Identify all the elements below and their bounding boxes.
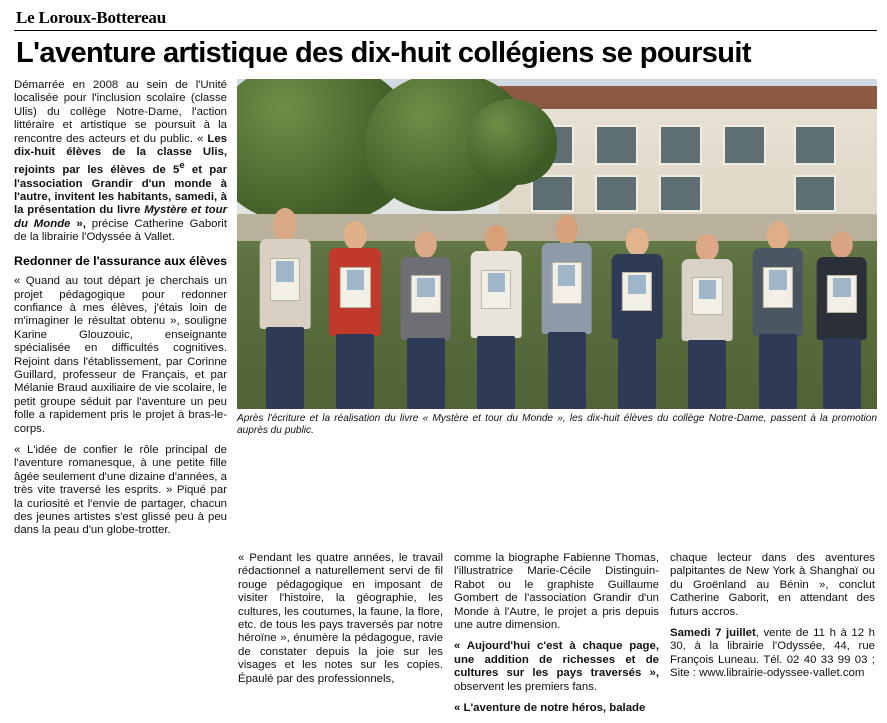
photo-student bbox=[531, 211, 601, 409]
bottom-col1-paragraph: « Pendant les quatre années, le travail rédactionnel a naturellement servi de fil rouge pédagogique en imposant de visiter l'histoire, la géographie, les cultures, les coutumes, la faune, la flore, etc. de tous les pays traversés par notre héroïne », énumère la pédagogue, ravie de constater depuis la joie sur les visages et les notes sur les copies. Épaulé par des professionnels, bbox=[238, 551, 443, 685]
student-legs bbox=[759, 334, 797, 409]
lede-bold-1: Les dix-huit élèves de la classe Ulis, rejoints par les élèves de 5 bbox=[14, 132, 227, 177]
top-section bbox=[14, 79, 877, 546]
photo-roof bbox=[499, 86, 877, 109]
lede-text-start: Démarrée en 2008 au sein de l'Unité localisée pour l'inclusion scolaire (classe Ulis) du collège Notre-Dame, l'action littéraire et artistique se poursuit à la rencontre des acteurs et du public. « bbox=[14, 79, 227, 145]
bottom-col2-quote-bold-2: « L'aventure de notre héros, balade bbox=[454, 701, 646, 714]
photo-block bbox=[237, 79, 877, 436]
student-legs bbox=[688, 340, 726, 409]
photo-student bbox=[250, 204, 320, 409]
student-legs bbox=[823, 338, 861, 409]
student-head bbox=[415, 231, 438, 258]
kicker-divider bbox=[14, 30, 877, 31]
photo-student bbox=[672, 231, 742, 409]
student-head bbox=[696, 234, 719, 261]
photo-student bbox=[391, 228, 461, 410]
bottom-column-3 bbox=[670, 552, 875, 723]
student-legs bbox=[407, 338, 445, 409]
student-book bbox=[481, 270, 511, 310]
photo-window bbox=[659, 175, 701, 212]
article-headline: L'aventure artistique des dix-huit collégiens se poursuit bbox=[16, 37, 751, 69]
bottom-spacer-column bbox=[14, 552, 227, 723]
student-book bbox=[827, 275, 857, 313]
photo-tree bbox=[467, 99, 557, 185]
bottom-col2-paragraph-2 bbox=[454, 640, 659, 694]
bottom-column-1 bbox=[238, 552, 443, 723]
student-legs bbox=[618, 337, 656, 409]
bottom-column-2 bbox=[454, 552, 659, 723]
student-legs bbox=[548, 332, 586, 409]
bottom-col2-quote-bold: « Aujourd'hui c'est à chaque page, une addition de richesses et de cultures sur les pays traversés », bbox=[454, 640, 659, 680]
photo-caption: Après l'écriture et la réalisation du livre « Mystère et tour du Monde », les dix-huit élèves du collège Notre-Dame, passent à la promotion auprès du public. bbox=[237, 413, 877, 436]
photo-window bbox=[531, 175, 573, 212]
student-legs bbox=[477, 336, 515, 409]
student-book bbox=[622, 272, 652, 311]
student-head bbox=[485, 225, 508, 253]
student-book bbox=[270, 258, 300, 301]
bottom-col2-paragraph-3 bbox=[454, 702, 659, 715]
lede-book-title: Mystère et tour du Monde bbox=[14, 204, 227, 230]
lede-bold-3: », bbox=[70, 217, 86, 230]
article-lede bbox=[14, 79, 227, 245]
photo-window bbox=[595, 175, 637, 212]
photo-student bbox=[461, 221, 531, 409]
photo-student bbox=[743, 218, 813, 409]
student-legs bbox=[336, 334, 374, 409]
student-book bbox=[763, 267, 793, 307]
lede-text-end: précise Catherine Gaborit de la librairie l'Odyssée à Vallet. bbox=[14, 217, 227, 244]
student-head bbox=[555, 215, 578, 245]
photo-window bbox=[659, 125, 701, 165]
article-photo bbox=[237, 79, 877, 409]
student-book bbox=[411, 275, 441, 313]
student-book bbox=[340, 267, 370, 307]
photo-student bbox=[807, 228, 877, 410]
photo-window bbox=[794, 125, 836, 165]
photo-student bbox=[602, 224, 672, 409]
lede-bold-2: et par l'association Grandir d'un monde à l'autre, invitent les habitants, samedi, à la présentation du livre bbox=[14, 164, 228, 217]
left-paragraph-2: « L'idée de confier le rôle principal de l'aventure romanesque, à une petite fille âgée seulement d'une dizaine d'années, a très vite traversé les esprits. » Piqué par la curiosité et l'envie de partager, chacun des jeunes artistes s'est glissé peu à peu dans la peau d'un globe-trotter. bbox=[14, 444, 227, 537]
student-head bbox=[831, 231, 854, 258]
article-kicker: Le Loroux-Bottereau bbox=[16, 8, 166, 27]
bottom-col2-paragraph-1: comme la biographe Fabienne Thomas, l'illustratrice Marie-Cécile Distinguin-Rabot ou le graphiste Guillaume Gombert de l'association Grandir d'un Monde à l'Autre, le projet a pris depuis une autre dimension. bbox=[454, 551, 659, 631]
photo-window bbox=[794, 175, 836, 212]
event-details: , vente de 11 h à 12 h 30, à la librairie l'Odyssée, 44, rue François Luneau. Tél. 02 40 33 99 03 ; Site : www.librairie-odyssee-vallet.com bbox=[670, 626, 875, 680]
bottom-col3-paragraph-1: chaque lecteur dans des aventures palpitantes de New York à Shanghaï ou du Groënland au Bénin », conclut Catherine Gaborit, en attendant des futurs accros. bbox=[670, 551, 875, 618]
bottom-col3-practical-info bbox=[670, 627, 875, 681]
bottom-columns bbox=[14, 552, 877, 723]
photo-student bbox=[320, 218, 390, 409]
student-legs bbox=[266, 327, 304, 409]
photo-window bbox=[723, 125, 765, 165]
photo-window bbox=[595, 125, 637, 165]
article-subhead: Redonner de l'assurance aux élèves bbox=[14, 253, 228, 268]
bottom-col2-quote-rest: observent les premiers fans. bbox=[454, 680, 598, 693]
event-date: Samedi 7 juillet bbox=[670, 626, 756, 639]
left-paragraph-1: « Quand au tout départ je cherchais un projet pédagogique pour redonner confiance à mes élèves, j'étais loin de m'imaginer le résultat obtenu », souligne Karine Glouzouic, enseignante spécialisée en difficultés cognitives. Rejoint dans l'établissement, par Corinne Guillard, professeur de Français, et par Mélanie Braud auxiliaire de vie scolaire, le petit groupe séduit par l'aventure un peu folle a rapidement pris le projet à bras-le-corps. bbox=[14, 275, 227, 435]
student-head bbox=[273, 208, 297, 241]
student-head bbox=[767, 221, 790, 250]
student-book bbox=[692, 277, 722, 315]
student-book bbox=[552, 262, 582, 304]
lede-bold-exponent: e bbox=[179, 160, 185, 172]
student-head bbox=[626, 228, 649, 256]
student-head bbox=[344, 221, 367, 250]
left-column bbox=[14, 79, 227, 546]
